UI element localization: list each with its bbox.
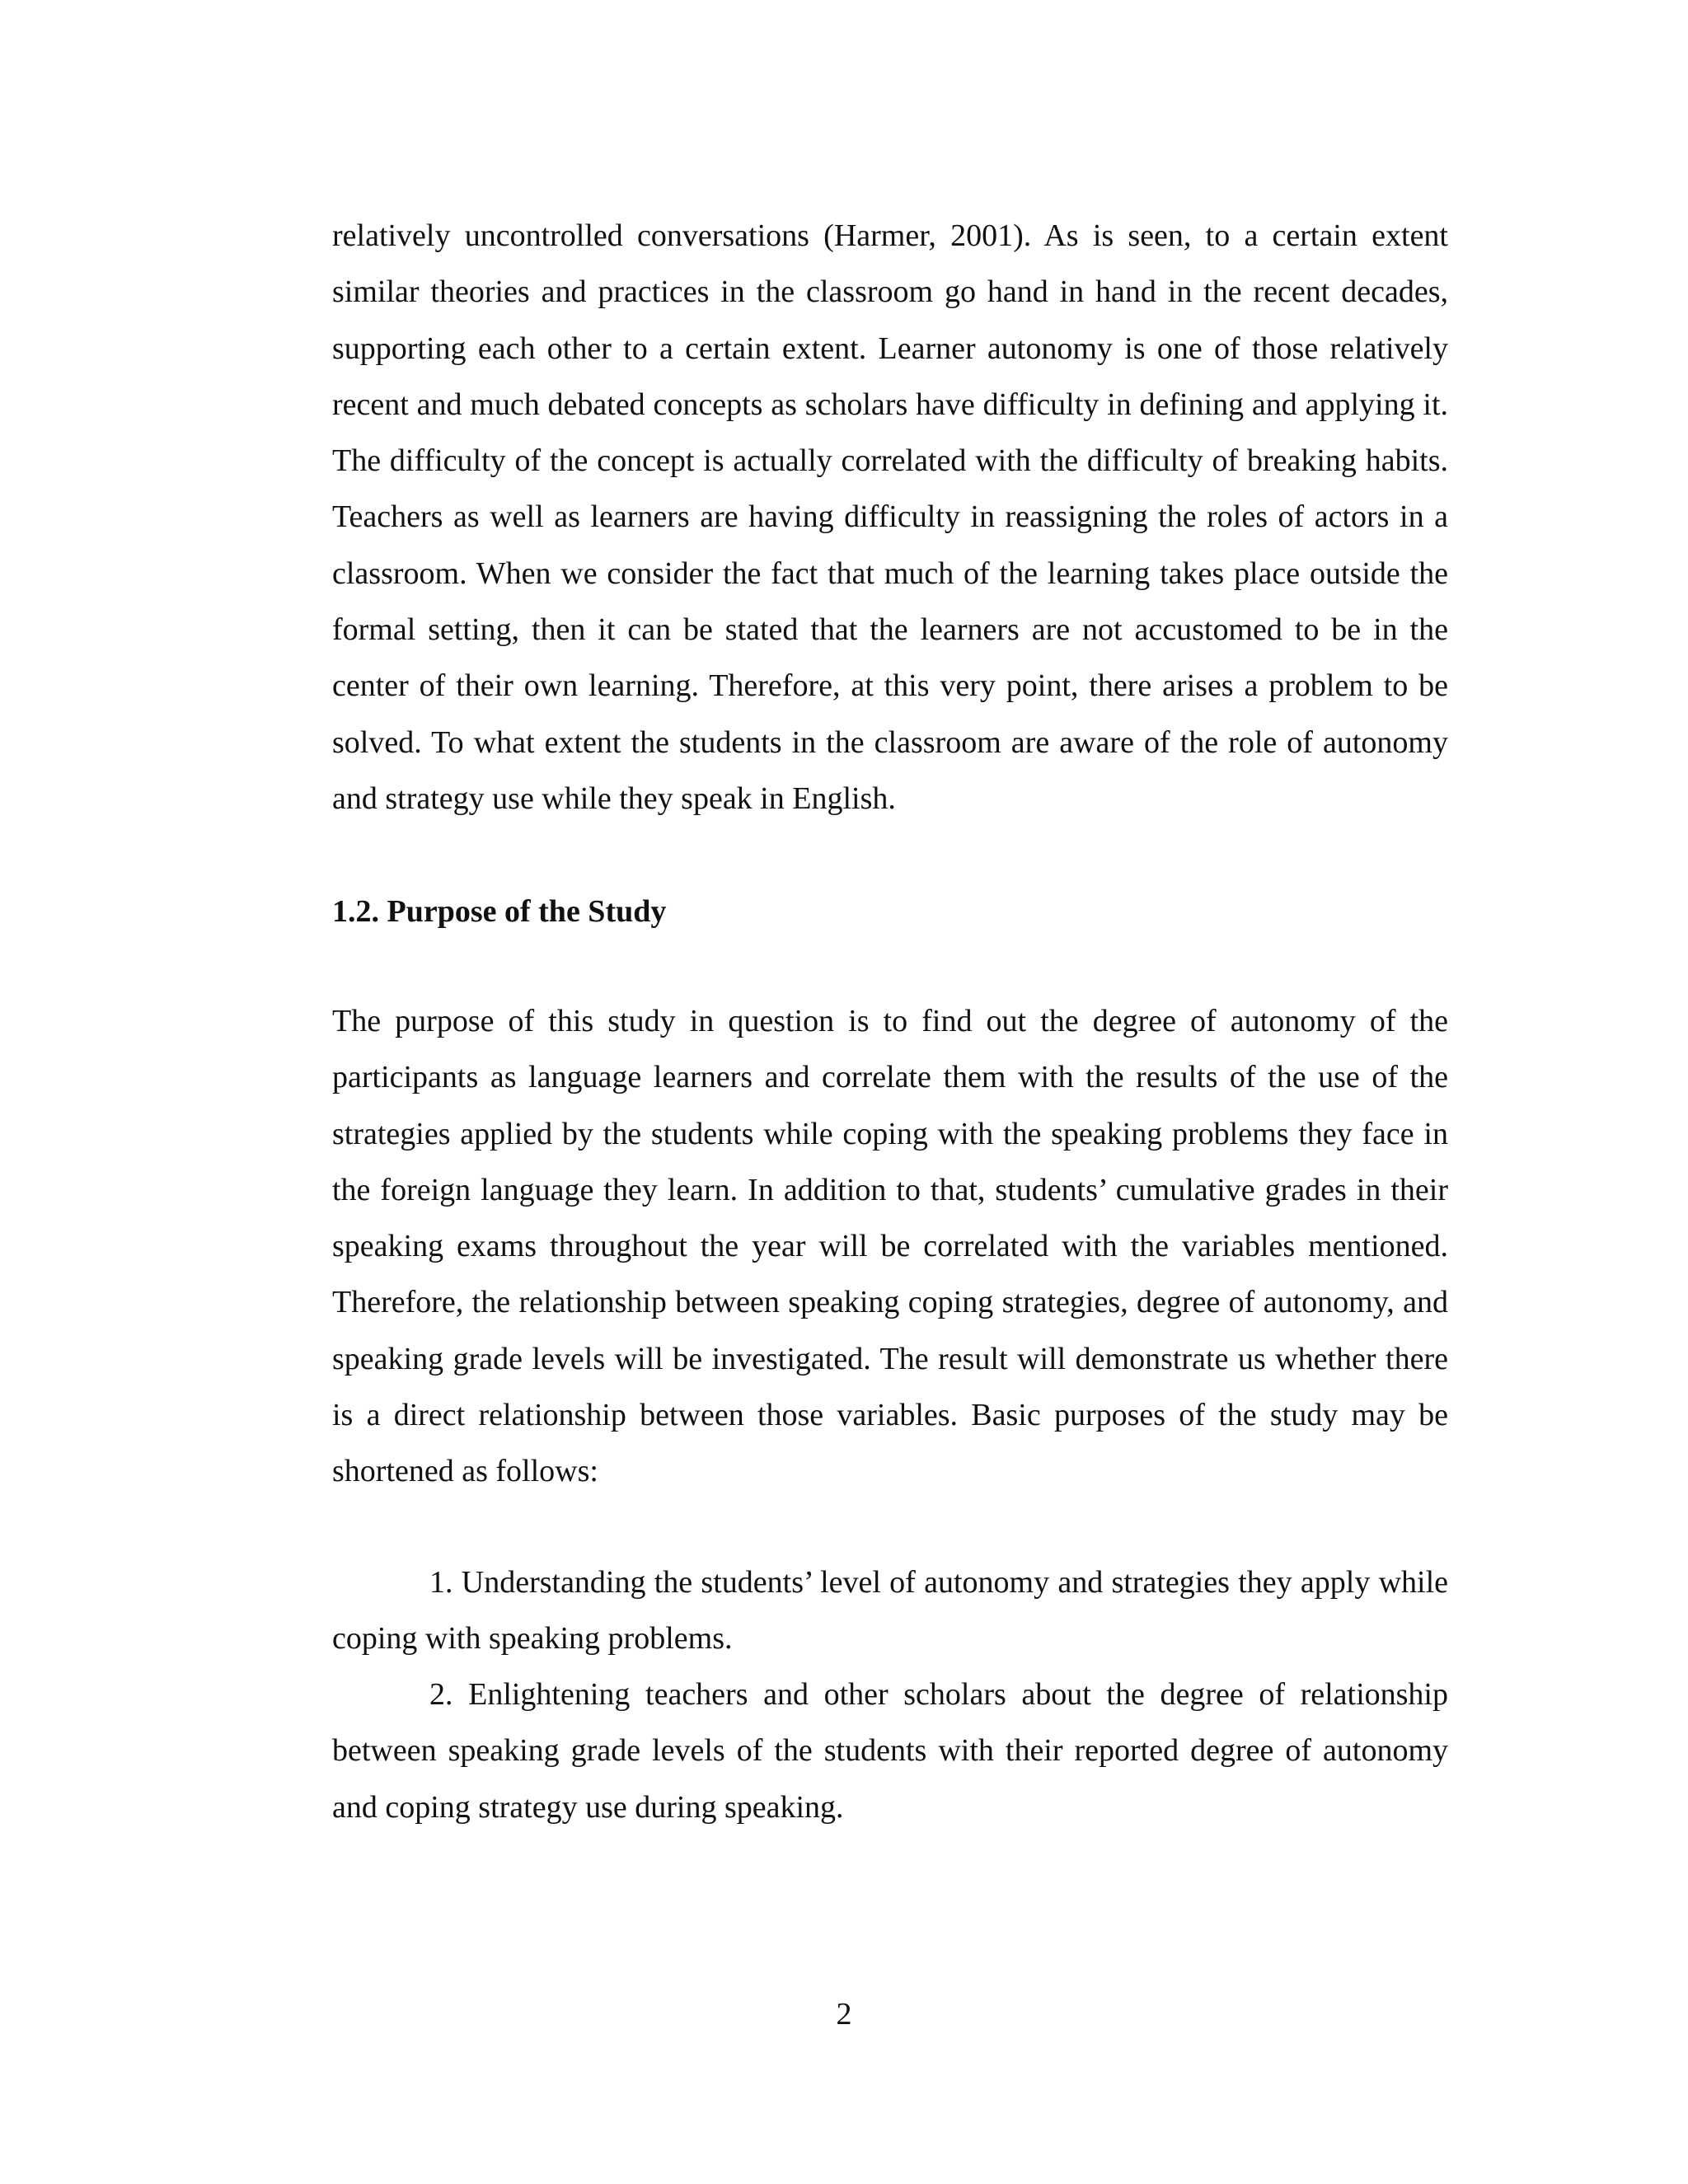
purpose-list-item-1: 1. Understanding the students’ level of autonomy and strategies they apply while coping with speaking problems. <box>332 1565 1448 1657</box>
page-number: 2 <box>836 1997 852 2032</box>
body-paragraph-1: relatively uncontrolled conversations (Harmer, 2001). As is seen, to a certain extent similar theories and practices in the classroom go hand in hand in the recent decades, supporting each other to a certain extent. Learner autonomy is one of those relatively recent and much debated concepts as scholars have difficulty in defining and applying it. The difficulty of the concept is actually correlated with the difficulty of breaking habits. Teachers as well as learners are having difficulty in reassigning the roles of actors in a classroom. When we consider the fact that much of the learning takes place outside the formal setting, then it can be stated that the learners are not accustomed to be in the center of their own learning. Therefore, at this very point, there arises a problem to be solved. To what extent the students in the classroom are aware of the role of autonomy and strategy use while they speak in English. <box>332 218 1448 816</box>
purpose-list-item-2: 2. Enlightening teachers and other scholars about the degree of relationship between speaking grade levels of the students with their reported degree of autonomy and coping strategy use during speaking. <box>332 1677 1448 1825</box>
body-paragraph-2: The purpose of this study in question is to find out the degree of autonomy of the participants as language learners and correlate them with the results of the use of the strategies applied by the students while coping with the speaking problems they face in the foreign language they learn. In addition to that, students’ cumulative grades in their speaking exams throughout the year will be correlated with the variables mentioned. Therefore, the relationship between speaking coping strategies, degree of autonomy, and speaking grade levels will be investigated. The result will demonstrate us whether there is a direct relationship between those variables. Basic purposes of the study may be shortened as follows: <box>332 1004 1448 1489</box>
section-heading: 1.2. Purpose of the Study <box>332 894 667 929</box>
